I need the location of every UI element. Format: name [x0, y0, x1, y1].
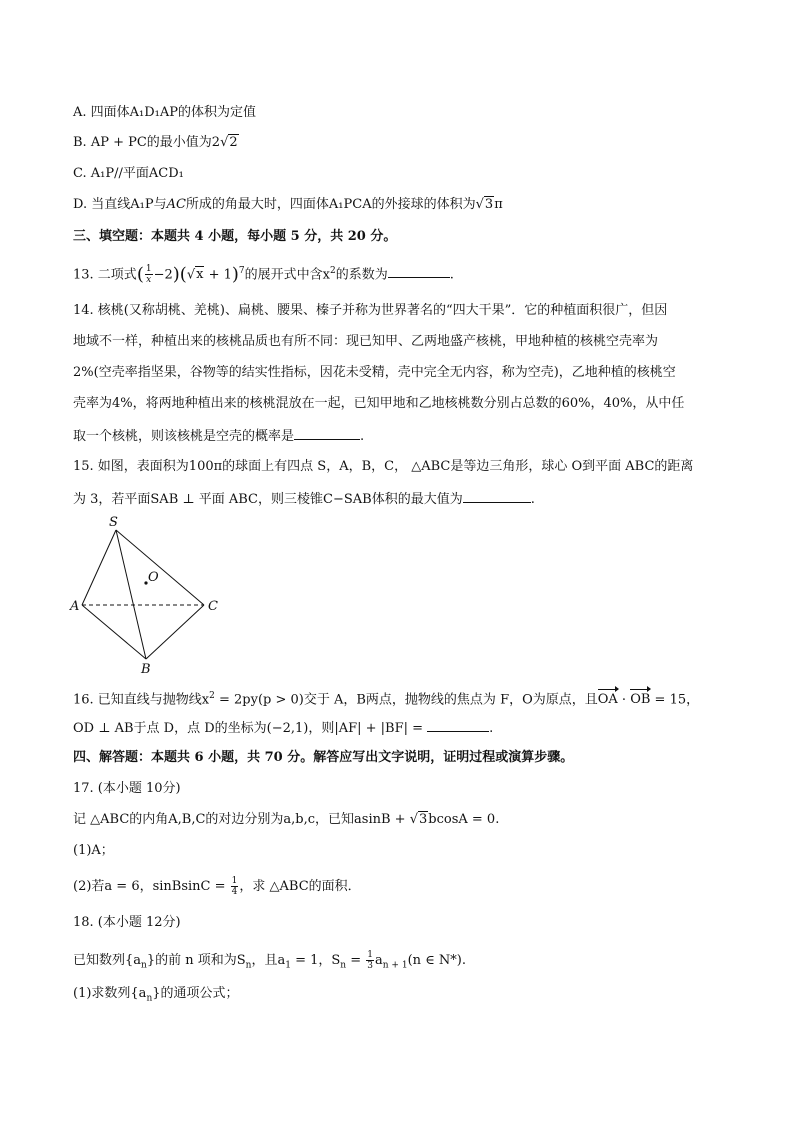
- section-3-heading: 三、填空题：本题共 4 小题，每小题 5 分，共 20 分。: [73, 229, 397, 244]
- option-b: B. AP + PC的最小值为2√2: [73, 135, 238, 150]
- label-s: S: [109, 515, 118, 530]
- label-a: A: [70, 599, 80, 614]
- question-18-stem: 已知数列$\{a_n\}$的前 n 项和为$S_n$，且$a_1 = 1$，$S_n$ = $\frac{1}{3}$ $a_{n + 1}(n$ ∈ N*).: [73, 950, 466, 971]
- option-a: A. 四面体A₁D₁AP的体积为定值: [73, 105, 257, 120]
- option-d: D. 当直线A₁P与AC所成的角最大时，四面体A₁PCA的外接球的体积为√3π: [73, 197, 503, 212]
- answer-blank-14: [294, 426, 360, 440]
- section-4-heading: 四、解答题：本题共 6 小题，共 70 分。解答应写出文字说明，证明过程或演算步骤。: [73, 750, 574, 765]
- question-14-line-3: 2%(空壳率指坚果，谷物等的结实性指标，因花未受精，壳中完全无内容，称为空壳)，乙地种植的核桃空: [73, 365, 676, 380]
- question-17-title: 17. (本小题 10分): [73, 781, 181, 796]
- tetrahedron-figure: [66, 512, 226, 677]
- question-14-line-1: 14. 核桃(又称胡桃、羌桃)、扁桃、腰果、榛子并称为世界著名的“四大干果”．它的种植面积很广，但因: [73, 303, 668, 318]
- question-15-line-2: 为 3，若平面SAB ⊥ 平面 ABC，则三棱锥C−SAB体积的最大值为 .: [73, 489, 734, 509]
- answer-blank-16: [427, 718, 489, 732]
- label-o: O: [148, 570, 159, 585]
- edge-sc: [116, 530, 204, 605]
- question-16-line-1: 16. 已知直线与抛物线$x^2 = 2py(p > 0)$交于 A，B两点，抛物线的焦点为 F，O为原点，且OA · OB = 15，: [73, 691, 700, 708]
- question-14-line-5: 取一个核桃，则该核桃是空壳的概率是 .: [73, 426, 734, 446]
- question-17-part-1: (1)A；: [73, 843, 114, 858]
- edge-sb: [116, 530, 146, 659]
- edge-bc: [146, 605, 204, 659]
- question-17-stem: 记 △ABC的内角A,B,C的对边分别为a,b,c，已知asinB + √3bcosA = 0.: [73, 812, 500, 827]
- question-15-line-1: 15. 如图，表面积为100π的球面上有四点 S，A，B，C， △ABC是等边三角形，球心 O到平面 ABC的距离: [73, 459, 694, 474]
- label-c: C: [208, 599, 218, 614]
- question-18-title: 18. (本小题 12分): [73, 915, 181, 930]
- edge-ab: [82, 605, 146, 659]
- question-14-line-4: 壳率为4%，将两地种植出来的核桃混放在一起，已知甲地和乙地核桃数分别占总数的60%，40%，从中任: [73, 396, 685, 411]
- question-18-part-1: (1)求数列$\{a_n\}$的通项公式；: [73, 986, 239, 1004]
- question-17-part-2: (2)若a = 6，sinBsinC = $\frac{1}{4}$ ，求 △ABC的面积．: [73, 876, 361, 897]
- question-13: 13. 二项式( $\frac{1}{x}$ $-2)(√x + 1)^7$的展开式中含$x^2$的系数为 .: [73, 263, 454, 286]
- edge-sa: [82, 530, 116, 605]
- answer-blank-15: [463, 489, 531, 503]
- question-16-line-2: OD ⊥ AB于点 D，点 D的坐标为(−2,1)，则|AF| + |BF| = .: [73, 718, 734, 738]
- label-b: B: [141, 662, 151, 677]
- answer-blank-13: [388, 264, 450, 278]
- question-14-line-2: 地域不一样，种植出来的核桃品质也有所不同：现已知甲、乙两地盛产核桃，甲地种植的核桃空壳率为: [73, 334, 659, 349]
- option-c: C. A₁P//平面ACD₁: [73, 166, 184, 181]
